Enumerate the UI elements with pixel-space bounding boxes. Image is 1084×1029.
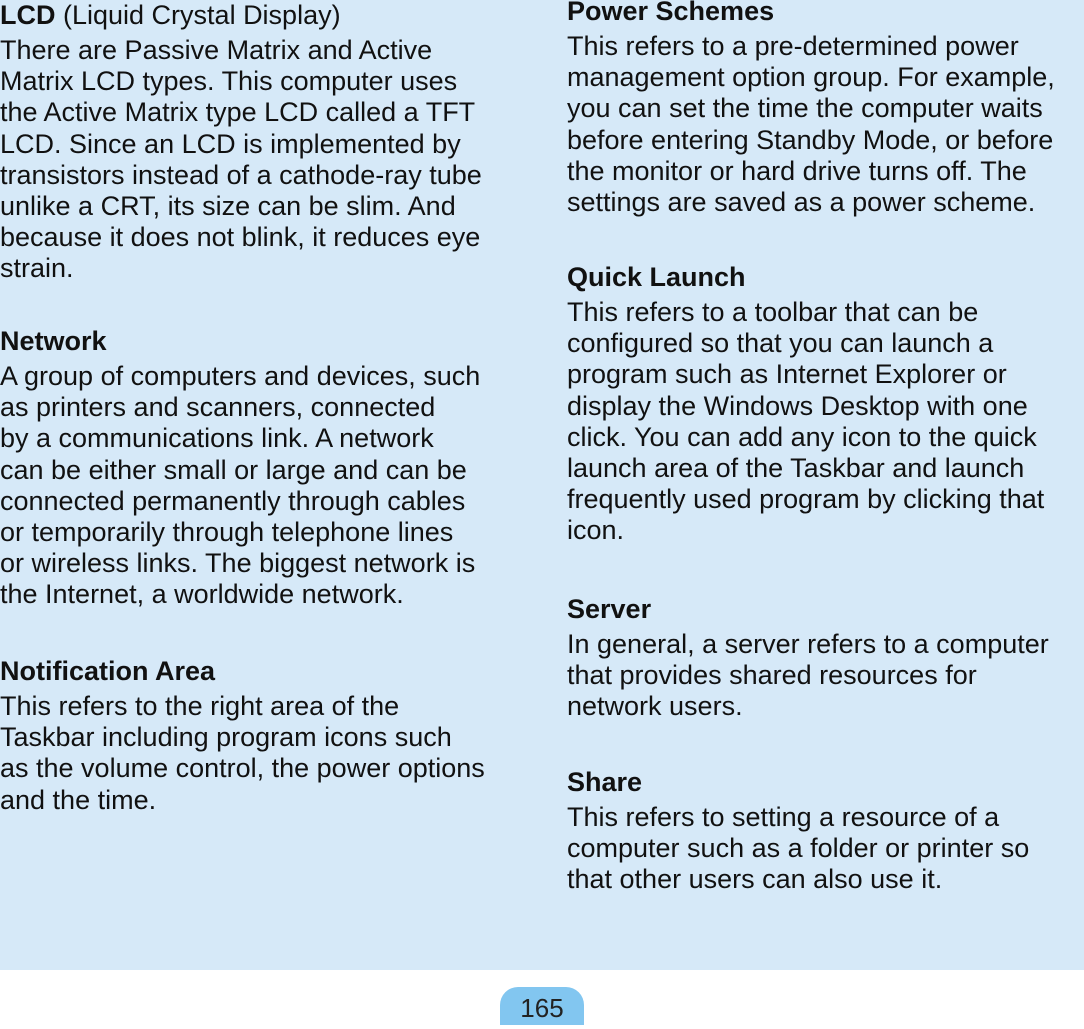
glossary-definition: This refers to a pre-determined power management option group. For example, you can set the time the computer waits before entering Standby Mode, or before the monitor or hard drive turns off. The settings are saved as a power scheme.: [567, 31, 1055, 218]
glossary-definition: This refers to setting a resource of a computer such as a folder or printer so that other users can also use it.: [567, 802, 1030, 895]
glossary-term: Power Schemes: [567, 0, 775, 26]
glossary-definition: In general, a server refers to a computer that provides shared resources for network users.: [567, 629, 1049, 722]
glossary-term: Share: [567, 767, 643, 797]
glossary-term: Notification Area: [0, 656, 216, 686]
page-number: 165: [500, 987, 584, 1025]
glossary-entry-notification-area: [0, 656, 528, 816]
glossary-definition: There are Passive Matrix and Active Matrix LCD types. This computer uses the Active Matrix type LCD called a TFT LCD. Since an LCD is implemented by transistors instead of a cathode-ray tube unlike a CRT, its size can be slim. And because it does not blink, it reduces eye strain.: [0, 35, 482, 284]
glossary-entry-lcd: [0, 0, 528, 285]
glossary-entry-server: [567, 594, 1084, 723]
glossary-entry-power-schemes: [567, 0, 1084, 218]
lcd-heading: [0, 0, 528, 31]
glossary-term: Network: [0, 326, 107, 356]
glossary-definition: This refers to the right area of the Taskbar including program icons such as the volume control, the power options and the time.: [0, 691, 485, 815]
glossary-definition: This refers to a toolbar that can be configured so that you can launch a program such as Internet Explorer or display the Windows Desktop with one click. You can add any icon to the quick launch area of the Taskbar and launch frequently used program by clicking that icon.: [567, 297, 1045, 546]
glossary-definition: A group of computers and devices, such as printers and scanners, connected by a communications link. A network can be either small or large and can be connected permanently through cables or temporarily through telephone lines or wireless links. The biggest network is the Internet, a worldwide network.: [0, 361, 481, 610]
glossary-term: LCD: [0, 0, 56, 30]
glossary-term: Server: [567, 594, 652, 624]
glossary-entry-quick-launch: [567, 262, 1084, 547]
glossary-term: Quick Launch: [567, 262, 746, 292]
glossary-entry-share: [567, 767, 1084, 896]
glossary-entry-network: [0, 326, 528, 611]
glossary-term-expansion: (Liquid Crystal Display): [55, 0, 341, 30]
